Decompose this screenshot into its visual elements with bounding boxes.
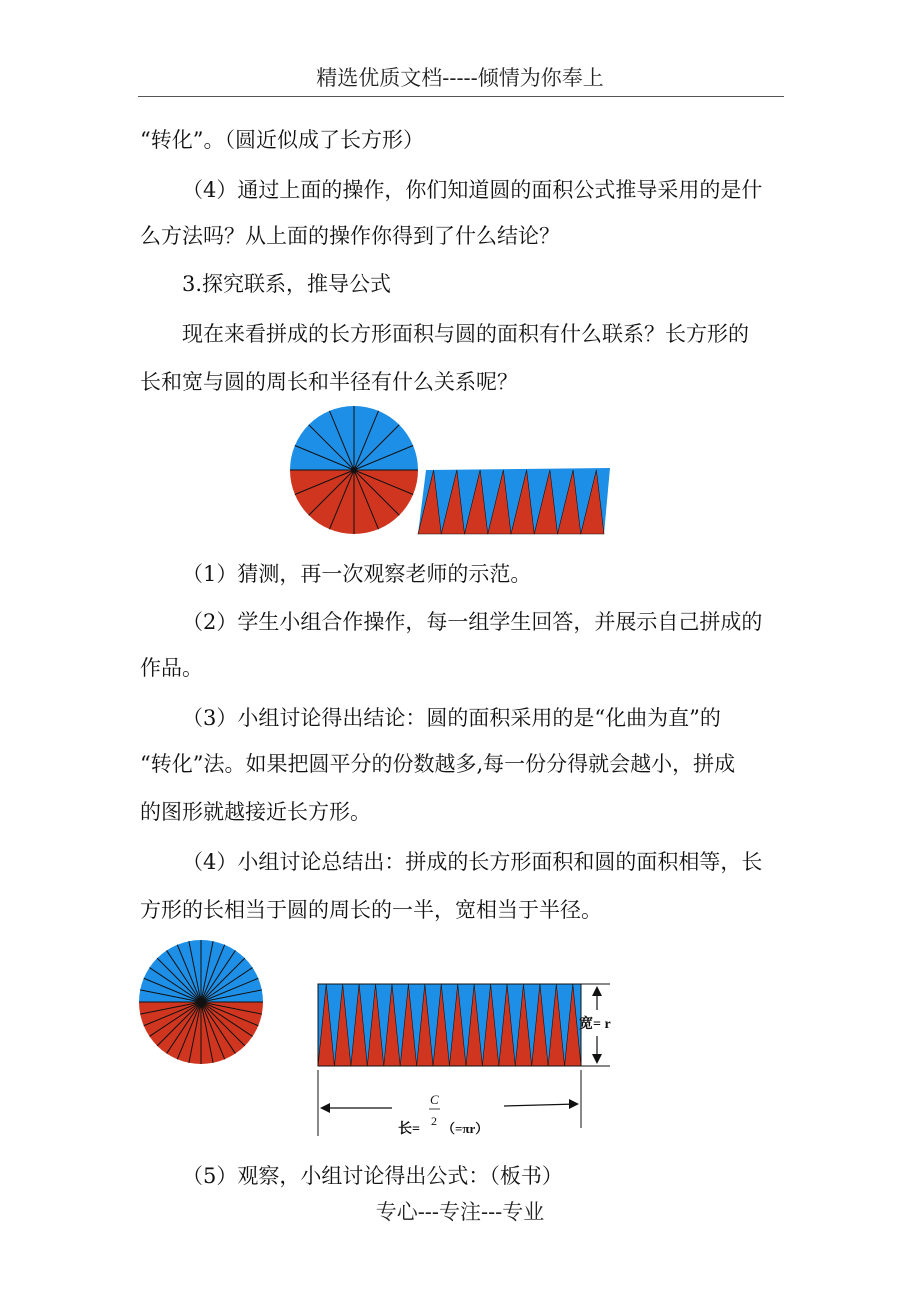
paragraph-1: “转化”。（圆近似成了长方形） [140, 128, 424, 152]
fraction-numerator: C [430, 1092, 439, 1107]
paragraph-11: “转化”法。如果把圆平分的份数越多,每一份分得就会越小，拼成 [140, 752, 736, 776]
fraction-denominator: 2 [431, 1114, 437, 1128]
paragraph-13: （4）小组讨论总结出：拼成的长方形面积和圆的面积相等，长 [182, 850, 763, 874]
page-footer: 专心---专注---专业 [375, 1200, 545, 1224]
width-label: 宽= r [579, 1017, 611, 1032]
rearranged-rectangle [318, 984, 581, 1066]
circle-16-sectors [290, 406, 418, 534]
paragraph-2: （4）通过上面的操作，你们知道圆的面积公式推导采用的是什 [182, 178, 763, 202]
paragraph-15: （5）观察，小组讨论得出公式：（板书） [182, 1164, 563, 1188]
rearranged-shape-16 [418, 468, 610, 534]
section-heading: 3.探究联系，推导公式 [182, 272, 392, 296]
paragraph-14: 方形的长相当于圆的周长的一半，宽相当于半径。 [140, 898, 602, 922]
circle-32-sectors [139, 940, 263, 1064]
paragraph-3: 么方法吗？从上面的操作你得到了什么结论？ [140, 224, 560, 248]
paragraph-7: （1）猜测，再一次观察老师的示范。 [182, 562, 532, 586]
paragraph-6: 长和宽与圆的周长和半径有什么关系呢？ [140, 370, 518, 394]
paragraph-8: （2）学生小组合作操作，每一组学生回答，并展示自己拼成的 [182, 610, 763, 634]
length-suffix: （=πr） [442, 1121, 489, 1136]
length-dimension [318, 1070, 581, 1137]
paragraph-5: 现在来看拼成的长方形面积与圆的面积有什么联系？长方形的 [182, 322, 749, 346]
paragraph-9: 作品。 [140, 656, 203, 680]
width-dimension [579, 984, 611, 1066]
header-divider [138, 96, 784, 97]
page-header: 精选优质文档-----倾情为你奉上 [316, 66, 604, 90]
paragraph-10: （3）小组讨论得出结论：圆的面积采用的是“化曲为直”的 [182, 706, 721, 730]
length-label: 长= [398, 1122, 420, 1137]
paragraph-12: 的图形就越接近长方形。 [140, 800, 371, 824]
figure-circle-16-rearranged [286, 406, 616, 540]
figure-circle-32-rectangle [130, 936, 650, 1144]
